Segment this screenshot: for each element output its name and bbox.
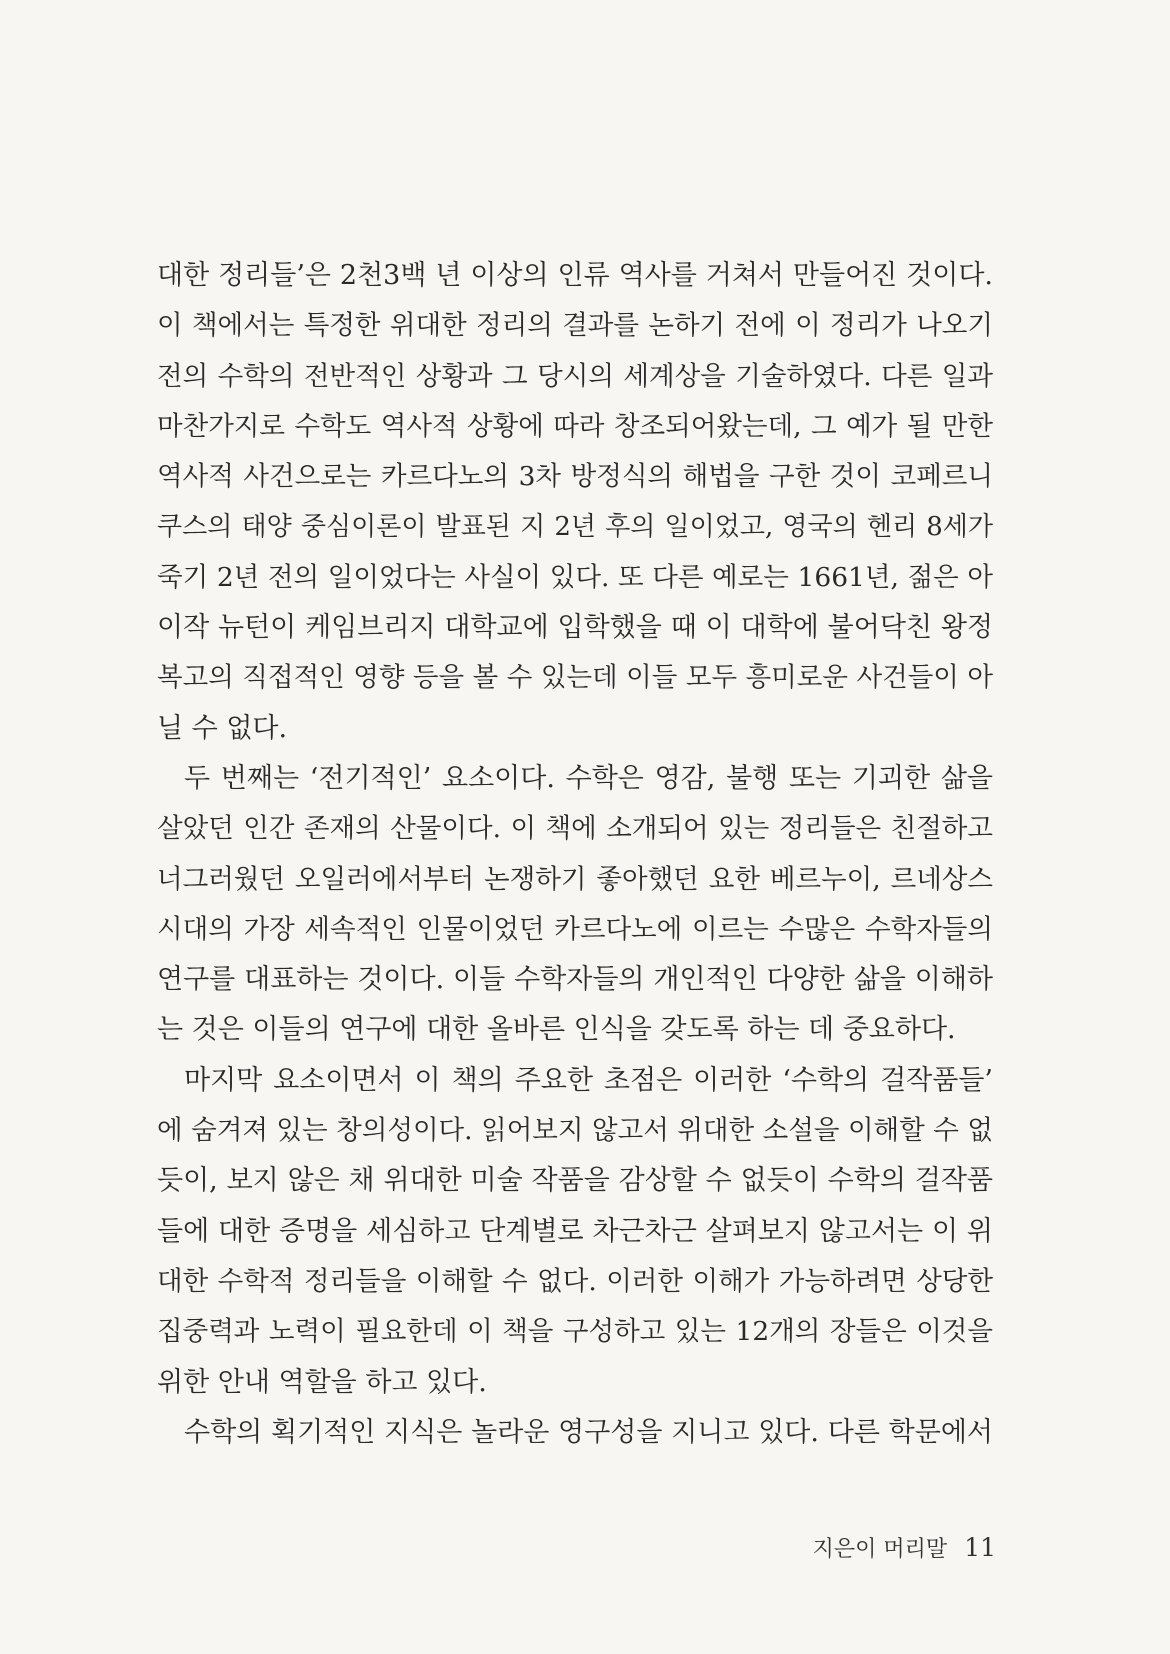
paragraph-3: [157, 1056, 993, 1408]
text-line: 집중력과 노력이 필요한데 이 책을 구성하고 있는 12개의 장들은 이것을: [157, 1316, 993, 1348]
text-line: 는 것은 이들의 연구에 대한 올바른 인식을 갖도록 하는 데 중요하다.: [157, 1014, 956, 1046]
text-line: 이 책에서는 특정한 위대한 정리의 결과를 논하기 전에 이 정리가 나오기: [157, 310, 993, 342]
paragraph-2: [157, 754, 993, 1056]
text-line: 너그러웠던 오일러에서부터 논쟁하기 좋아했던 요한 베르누이, 르네상스: [157, 863, 993, 895]
text-line: 위한 안내 역할을 하고 있다.: [157, 1366, 487, 1398]
page-footer: [813, 1532, 996, 1563]
text-line: 복고의 직접적인 영향 등을 볼 수 있는데 이들 모두 흥미로운 사건들이 아: [157, 662, 993, 694]
page-number: 11: [964, 1533, 996, 1562]
text-line: 두 번째는 ‘전기적인’ 요소이다. 수학은 영감, 불행 또는 기괴한 삶을: [184, 762, 993, 794]
text-line: 쿠스의 태양 중심이론이 발표된 지 2년 후의 일이었고, 영국의 헨리 8세가: [157, 512, 993, 543]
text-line: 시대의 가장 세속적인 인물이었던 카르다노에 이르는 수많은 수학자들의: [157, 913, 993, 945]
running-title: 지은이 머리말: [812, 1537, 948, 1562]
paragraph-1: [157, 251, 993, 754]
text-line: 살았던 인간 존재의 산물이다. 이 책에 소개되어 있는 정리들은 친절하고: [157, 813, 993, 845]
text-line: 이작 뉴턴이 케임브리지 대학교에 입학했을 때 이 대학에 불어닥친 왕정: [157, 612, 993, 644]
text-line: 수학의 획기적인 지식은 놀라운 영구성을 지니고 있다. 다른 학문에서: [184, 1416, 993, 1448]
text-line: 듯이, 보지 않은 채 위대한 미술 작품을 감상할 수 없듯이 수학의 걸작품: [157, 1165, 993, 1197]
paragraph-4: [157, 1408, 993, 1458]
text-line: 전의 수학의 전반적인 상황과 그 당시의 세계상을 기술하였다. 다른 일과: [157, 360, 993, 392]
body-text: [157, 251, 993, 1458]
text-line: 연구를 대표하는 것이다. 이들 수학자들의 개인적인 다양한 삶을 이해하: [157, 964, 993, 996]
text-line: 마찬가지로 수학도 역사적 상황에 따라 창조되어왔는데, 그 예가 될 만한: [157, 410, 993, 442]
text-line: 대한 정리들’은 2천3백 년 이상의 인류 역사를 거쳐서 만들어진 것이다.: [157, 260, 993, 291]
text-line: 대한 수학적 정리들을 이해할 수 없다. 이러한 이해가 가능하려면 상당한: [157, 1265, 993, 1297]
text-line: 닐 수 없다.: [157, 712, 288, 744]
text-line: 들에 대한 증명을 세심하고 단계별로 차근차근 살펴보지 않고서는 이 위: [157, 1215, 993, 1247]
text-line: 에 숨겨져 있는 창의성이다. 읽어보지 않고서 위대한 소설을 이해할 수 없: [157, 1115, 993, 1147]
text-line: 마지막 요소이면서 이 책의 주요한 초점은 이러한 ‘수학의 걸작품들’: [184, 1064, 993, 1096]
text-line: 역사적 사건으로는 카르다노의 3차 방정식의 해법을 구한 것이 코페르니: [157, 461, 993, 493]
text-line: 죽기 2년 전의 일이었다는 사실이 있다. 또 다른 예로는 1661년, 젊은 아: [157, 561, 993, 593]
